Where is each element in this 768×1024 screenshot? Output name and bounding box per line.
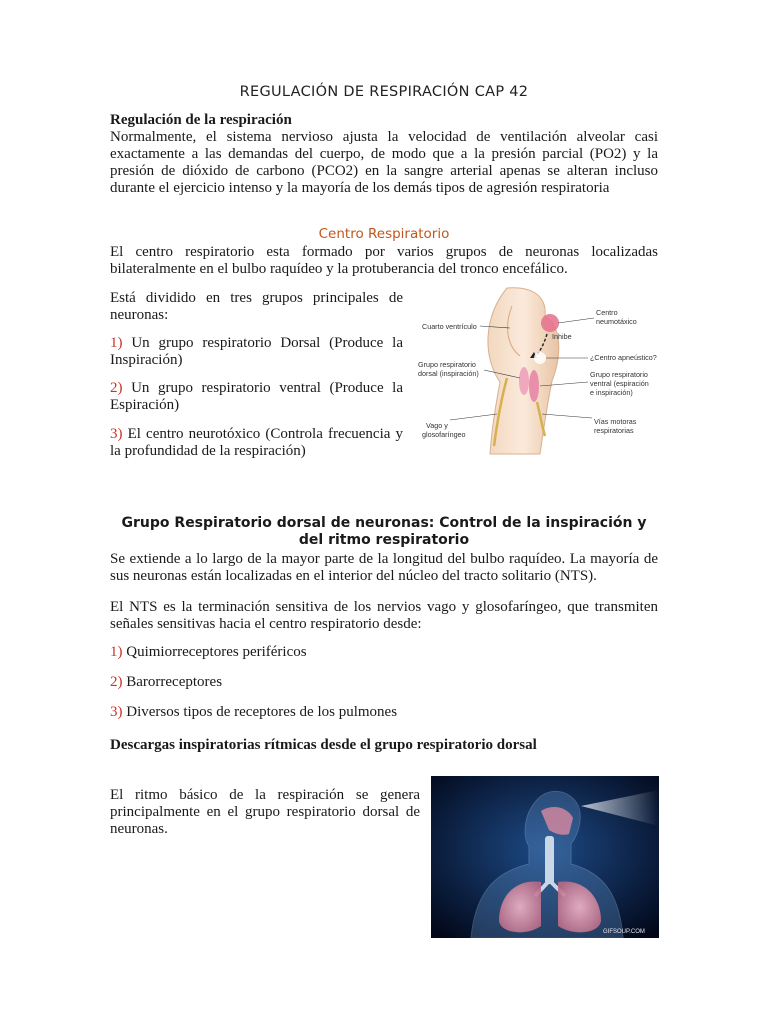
figure-label: Centro [596, 308, 618, 317]
figure-label: neumotáxico [596, 317, 637, 326]
list-text: Un grupo respiratorio ventral (Produce la Espiración) [110, 380, 404, 413]
figure-label: Vías motoras [594, 417, 637, 426]
figure-label: e inspiración) [590, 388, 633, 397]
list-number: 2) [110, 380, 123, 396]
lungs-illustration [431, 776, 659, 938]
figure-label: dorsal (inspiración) [418, 369, 479, 378]
figure-label: Grupo respiratorio [590, 370, 648, 379]
list-number: 1) [110, 644, 123, 660]
section-heading-centro-respiratorio: Centro Respiratorio [318, 226, 450, 242]
figure-label: Grupo respiratorio [418, 360, 476, 369]
figure-label: Vago y [426, 421, 448, 430]
list-text: Diversos tipos de receptores de los pulmones [126, 704, 398, 720]
list-text: El centro neurotóxico (Controla frecuencia y la profundidad de la respiración) [110, 426, 404, 459]
list-number: 3) [110, 704, 123, 720]
list-number: 3) [110, 426, 123, 442]
document-title: REGULACIÓN DE RESPIRACIÓN CAP 42 [239, 84, 529, 100]
watermark: GIFSOUP.COM [603, 929, 645, 935]
figure-label: Inhibe [552, 332, 572, 341]
list-number: 1) [110, 335, 123, 351]
list-item [110, 426, 403, 460]
list-item [110, 644, 307, 661]
list-text: Un grupo respiratorio Dorsal (Produce la Inspiración) [110, 335, 403, 368]
list-number: 2) [110, 674, 123, 690]
list-item [110, 674, 222, 691]
paragraph-centro-respiratorio: El centro respiratorio esta formado por varios grupos de neuronas localizadas bilateralmente en el bulbo raquídeo y la protuberancia del tronco encefálico. [110, 244, 658, 277]
figure-label: respiratorias [594, 426, 634, 435]
figure-label: ventral (espiración [590, 379, 649, 388]
section-heading-descargas: Descargas inspiratorias rítmicas desde el grupo respiratorio dorsal [110, 737, 537, 753]
paragraph-regulacion: Normalmente, el sistema nervioso ajusta la velocidad de ventilación alveolar casi exactamente a las demandas del cuerpo, de modo que a la presión parcial (PO2) y la presión de dióxido de carbono (PCO2) en la sangre arterial apenas se alteran incluso durante el ejercicio intenso y la mayoría de los demás tipos de agresión respiratoria [110, 129, 658, 196]
list-item [110, 380, 403, 414]
list-text: Quimiorreceptores periféricos [126, 644, 307, 660]
list-item [110, 335, 403, 369]
list-item [110, 704, 397, 721]
paragraph-grupos-intro: Está dividido en tres grupos principales de neuronas: [110, 290, 403, 323]
section-heading-grupo-dorsal: Grupo Respiratorio dorsal de neuronas: Control de la inspiración y del ritmo respiratorio [121, 515, 647, 548]
paragraph-nts: El NTS es la terminación sensitiva de los nervios vago y glosofaríngeo, que transmiten señales sensitivas hacia el centro respiratorio desde: [110, 599, 658, 632]
figure-label: Cuarto ventrículo [422, 322, 477, 331]
list-text: Barorreceptores [126, 674, 223, 690]
section-heading-regulacion: Regulación de la respiración [110, 112, 292, 128]
figure-label: ¿Centro apneústico? [590, 353, 657, 362]
brainstem-figure [412, 286, 662, 456]
paragraph-ritmo-basico: El ritmo básico de la respiración se genera principalmente en el grupo respiratorio dorsal de neuronas. [110, 787, 420, 837]
figure-label: glosofaríngeo [422, 430, 466, 439]
paragraph-grupo-dorsal: Se extiende a lo largo de la mayor parte de la longitud del bulbo raquídeo. La mayoría de sus neuronas están localizadas en el interior del núcleo del tracto solitario (NTS). [110, 551, 658, 584]
